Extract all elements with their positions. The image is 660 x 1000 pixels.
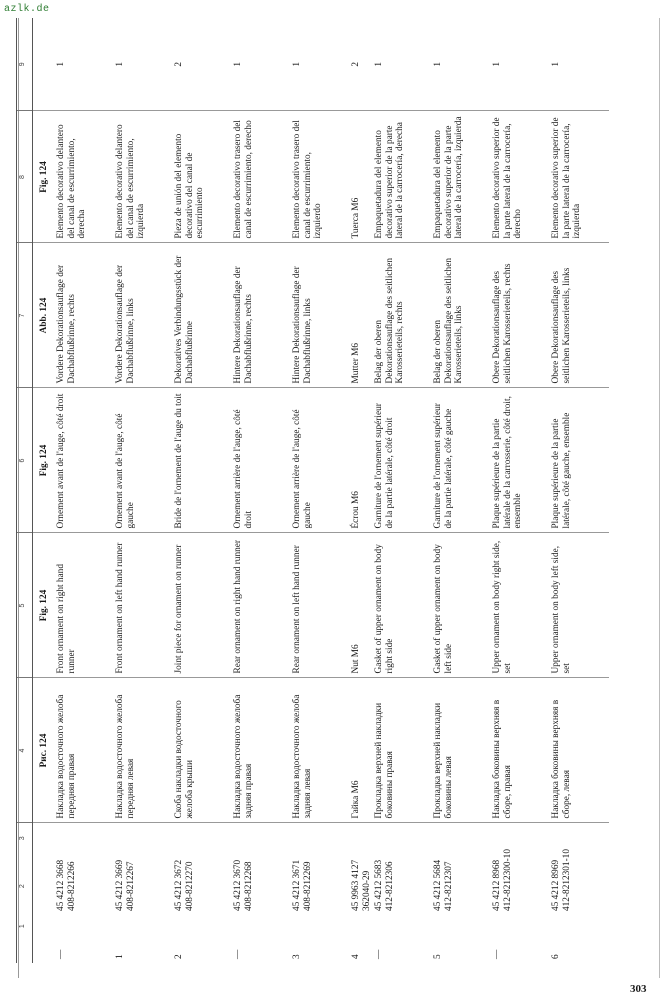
cell-ru (232, 678, 291, 823)
name-es: Elemento decorativo trasero del canal de escurrimiento, izquierdo (292, 120, 323, 239)
figure-header-ru: Рис. 124 (33, 678, 56, 823)
position-number: 3 (292, 954, 302, 959)
cell-ru (114, 678, 173, 823)
cell-en (232, 533, 291, 678)
cell-es (432, 111, 491, 243)
name-fr: Plaque supérieure de la partie latérale, côté gauche, ensemble (551, 412, 572, 529)
name-en: Front ornament on right hand runner (56, 564, 77, 674)
figure-header-fr: Fig. 124 (33, 388, 56, 533)
part-number: 412-8212301-10 (561, 849, 572, 911)
catalog-number: 45 4212 3672 (174, 859, 184, 911)
name-de: Hintere Dekorationsauflage der Dachabflußrinne, rechts (233, 266, 254, 384)
name-ru: Накладка водосточного желоба задняя левая (292, 694, 313, 819)
parts-table-rotated (16, 18, 656, 963)
table-row (291, 18, 350, 963)
name-de: Dekoratives Verbindungsstück der Dachabflußrinne (174, 255, 195, 384)
part-number: 412-8212300-10 (502, 849, 513, 911)
figure-header-en: Fig. 124 (33, 533, 56, 678)
catalog-number: 45 4212 8968 (492, 859, 502, 911)
table-row (114, 18, 173, 963)
quantity: 1 (114, 18, 173, 111)
name-ru: Накладка водосточного желоба передняя левая (115, 694, 136, 819)
name-en: Gasket of upper ornament on body right side (374, 544, 395, 674)
cell-es (173, 111, 232, 243)
name-ru: Накладка водосточного желоба передняя правая (56, 694, 77, 819)
cell-en (550, 533, 609, 678)
cell-catalog (291, 823, 350, 963)
position-number: 5 (433, 954, 443, 959)
name-ru: Накладка боковины верхняя в сборе, левая (551, 699, 572, 819)
cell-es (291, 111, 350, 243)
part-number: 412-8212307 (443, 861, 454, 911)
cell-ru (491, 678, 550, 823)
cell-en (432, 533, 491, 678)
cell-catalog (114, 823, 173, 963)
position-number: 1 (115, 954, 125, 959)
cell-de (291, 243, 350, 388)
name-es: Elemento decorativo superior de la parte lateral de la carrocería, derecho (492, 117, 523, 239)
cell-catalog (373, 823, 432, 963)
position-number: — (492, 949, 502, 959)
cell-catalog (432, 823, 491, 963)
cell-ru (173, 678, 232, 823)
quantity: 1 (291, 18, 350, 111)
name-ru: Накладка водосточного желоба задняя правая (233, 694, 254, 819)
cell-es (491, 111, 550, 243)
column-number: 123 (17, 823, 33, 963)
column-number: 7 (17, 243, 33, 388)
cell-catalog (491, 823, 550, 963)
quantity: 1 (550, 18, 609, 111)
cell-de (232, 243, 291, 388)
catalog-number: 45 4212 5684 (433, 859, 443, 911)
cell-es (114, 111, 173, 243)
part-number: 408-8212270 (184, 861, 195, 911)
column-number-row (17, 18, 33, 963)
name-fr: Garniture de l'ornement supérieur de la partie latérale, côté gauche (433, 403, 454, 529)
name-en: Gasket of upper ornament on body left side (433, 544, 454, 674)
name-en: Upper ornament on body right side, set (492, 540, 513, 674)
parts-table-body (17, 18, 610, 963)
part-number: 408-8212269 (302, 861, 313, 911)
cell-ru (373, 678, 432, 823)
column-number: 8 (17, 111, 33, 243)
name-ru: Скоба накладки водосточного желоба крыши (174, 700, 195, 819)
figure-header-qty (33, 18, 56, 111)
name-en: Upper ornament on body left side, set (551, 545, 572, 674)
quantity: 2 (350, 18, 373, 111)
name-ru: Прокладка верхней накладки боковины левая (433, 702, 454, 819)
cell-de (550, 243, 609, 388)
parts-table (16, 18, 609, 963)
cell-fr (550, 388, 609, 533)
cell-en (291, 533, 350, 678)
name-fr: Garniture de l'ornement supérieur de la partie latérale, côté droit (374, 403, 395, 529)
name-fr: Bride de l'ornement de l'auge du toit (174, 393, 184, 529)
position-number: 2 (174, 954, 184, 959)
name-es: Elemento decorativo trasero del canal de escurrimiento, derecho (233, 120, 254, 239)
cell-ru (550, 678, 609, 823)
position-number: — (56, 949, 66, 959)
cell-catalog (173, 823, 232, 963)
column-number: 9 (17, 18, 33, 111)
table-row (550, 18, 609, 963)
cell-de (432, 243, 491, 388)
cell-en (373, 533, 432, 678)
cell-fr (291, 388, 350, 533)
name-fr: Ornement avant de l'auge, côté gauche (115, 413, 136, 529)
name-es: Empaquetadura del elemento decorativo superior de la parte lateral de la carrocería, izquierda (433, 116, 464, 239)
name-en: Rear ornament on right hand runner (233, 540, 243, 674)
position-number: 6 (551, 954, 561, 959)
cell-en (173, 533, 232, 678)
name-ru: Прокладка верхней накладки боковины правая (374, 702, 395, 819)
cell-fr (350, 388, 373, 533)
cell-en (491, 533, 550, 678)
catalog-number: 45 4212 3668 (56, 859, 66, 911)
table-row (491, 18, 550, 963)
cell-es (232, 111, 291, 243)
quantity: 2 (173, 18, 232, 111)
name-de: Obere Dekorationsauflage des seitlichen Karosserieteils, rechts (492, 263, 513, 384)
name-de: Hintere Dekorationsauflage der Dachabflußrinne, links (292, 266, 313, 384)
name-de: Belag der oberen Dekorationsauflage des seitlichen Karosserieteils, links (433, 258, 464, 384)
cell-de (173, 243, 232, 388)
catalog-number: 45 9963 4127 (351, 859, 361, 911)
catalog-number: 45 4212 3670 (233, 859, 243, 911)
part-number: 408-8212266 (66, 861, 77, 911)
figure-header-de: Abb. 124 (33, 243, 56, 388)
part-number: 408-8212268 (243, 861, 254, 911)
cell-es (373, 111, 432, 243)
quantity: 1 (373, 18, 432, 111)
cell-de (373, 243, 432, 388)
catalog-number: 45 4212 3671 (292, 859, 302, 911)
name-fr: Ornement arrière de l'auge, côté gauche (292, 409, 313, 529)
quantity: 1 (55, 18, 114, 111)
name-en: Nut M6 (351, 644, 361, 674)
name-es: Empaquetadura del elemento decorativo superior de la parte lateral de la carrocería, derecha (374, 122, 405, 239)
name-en: Front ornament on left hand runner (115, 542, 125, 674)
name-ru: Накладка боковины верхняя в сборе, правая (492, 699, 513, 819)
name-de: Obere Dekorationsauflage des seitlichen Karosserieteils, links (551, 267, 572, 384)
name-es: Elemento decorativo delantero del canal de escurrimiento, izquierda (115, 124, 146, 239)
column-number: 4 (17, 678, 33, 823)
name-de: Vordere Dekorationsauflage der Dachabflußrinne, links (115, 264, 136, 384)
cell-fr (432, 388, 491, 533)
quantity: 1 (491, 18, 550, 111)
name-de: Belag der oberen Dekorationsauflage des seitlichen Karosserieteils, rechts (374, 258, 405, 384)
position-number: 4 (351, 954, 361, 959)
position-number: — (374, 949, 384, 959)
site-watermark: azlk.de (4, 4, 50, 15)
figure-header-es: Fig. 124 (33, 111, 56, 243)
cell-fr (114, 388, 173, 533)
cell-fr (491, 388, 550, 533)
cell-de (114, 243, 173, 388)
name-es: Elemento decorativo superior de la parte lateral de la carrocería, izquierda (551, 117, 582, 239)
column-number: 5 (17, 533, 33, 678)
name-ru: Гайка М6 (351, 780, 361, 819)
table-row (55, 18, 114, 963)
cell-catalog (232, 823, 291, 963)
cell-fr (373, 388, 432, 533)
cell-ru (291, 678, 350, 823)
cell-catalog (350, 823, 373, 963)
cell-es (350, 111, 373, 243)
column-number: 6 (17, 388, 33, 533)
name-es: Pieza de unión del elemento decorativo del canal de escurrimiento (174, 133, 205, 239)
name-fr: Écrou M6 (351, 491, 361, 529)
name-fr: Ornement arrière de l'auge, côté droit (233, 409, 254, 529)
cell-fr (55, 388, 114, 533)
table-row (373, 18, 432, 963)
part-number: 408-8212267 (125, 861, 136, 911)
name-fr: Ornement avant de l'auge, côté droit (56, 393, 66, 529)
catalog-number: 45 4212 3669 (115, 859, 125, 911)
quantity: 1 (232, 18, 291, 111)
cell-es (550, 111, 609, 243)
cell-en (55, 533, 114, 678)
position-number: — (233, 949, 243, 959)
figure-header-blank (33, 823, 56, 963)
cell-catalog (550, 823, 609, 963)
cell-fr (173, 388, 232, 533)
name-de: Vordere Dekorationsauflage der Dachabflußrinne, rechts (56, 264, 77, 384)
cell-ru (55, 678, 114, 823)
name-en: Rear ornament on left hand runner (292, 545, 302, 674)
cell-es (55, 111, 114, 243)
cell-ru (432, 678, 491, 823)
table-row (432, 18, 491, 963)
name-fr: Plaque supérieure de la partie latérale de la carrosserie, côté droit, ensemble (492, 396, 523, 529)
cell-de (491, 243, 550, 388)
table-row (173, 18, 232, 963)
catalog-number: 45 4212 8969 (551, 859, 561, 911)
name-es: Elemento decorativo delantero del canal de escurrimiento, derecha (56, 124, 87, 239)
cell-en (350, 533, 373, 678)
cell-en (114, 533, 173, 678)
name-es: Tuerca M6 (351, 197, 361, 239)
name-de: Mutter M6 (351, 342, 361, 384)
cell-de (350, 243, 373, 388)
figure-header-row (33, 18, 56, 963)
part-number: 362040-29 (361, 870, 372, 911)
name-en: Joint piece for ornament on runner (174, 544, 184, 674)
catalog-number: 45 4212 5683 (374, 859, 384, 911)
page-number: 303 (630, 983, 647, 995)
cell-de (55, 243, 114, 388)
quantity: 1 (432, 18, 491, 111)
table-row (350, 18, 373, 963)
part-number: 412-8212306 (384, 861, 395, 911)
cell-fr (232, 388, 291, 533)
table-row (232, 18, 291, 963)
cell-catalog (55, 823, 114, 963)
cell-ru (350, 678, 373, 823)
